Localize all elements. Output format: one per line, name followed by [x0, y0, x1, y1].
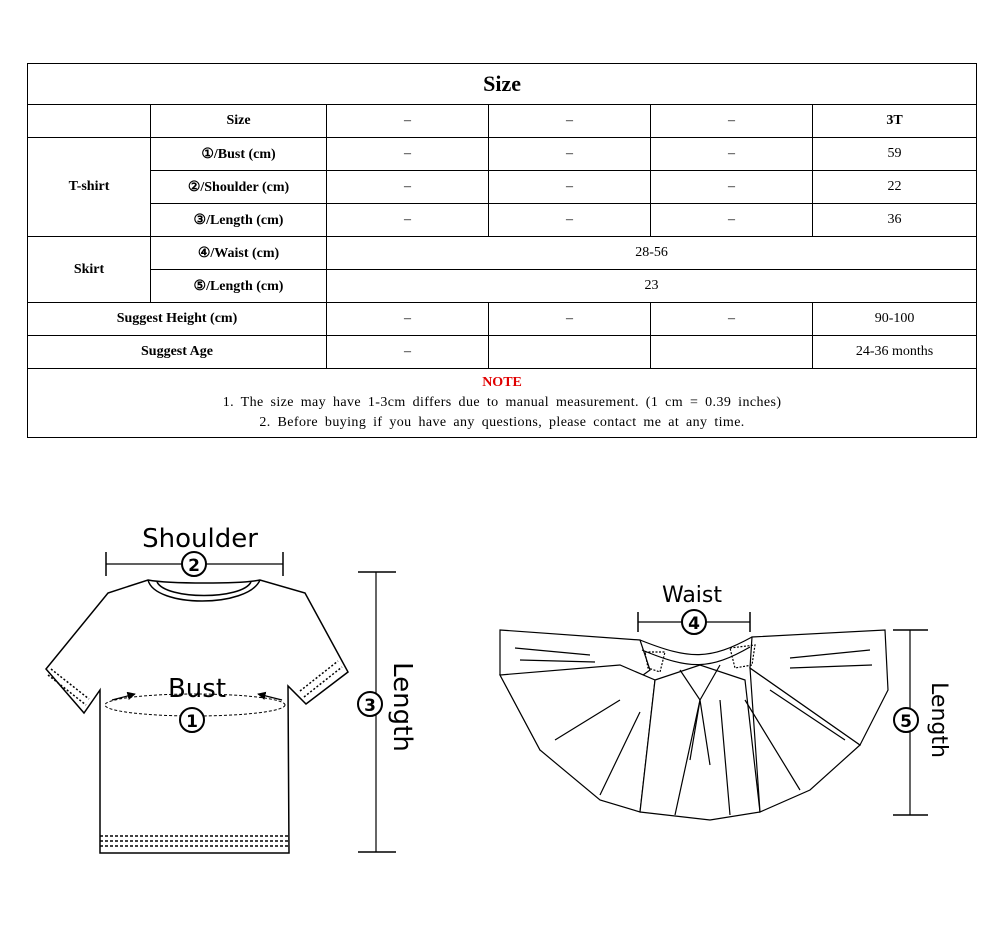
size-header: Size — [151, 105, 327, 138]
table-cell: 24-36 months — [813, 336, 977, 369]
size-column-3: – — [651, 105, 813, 138]
table-cell: 36 — [813, 204, 977, 237]
note-line-2: 2. Before buying if you have any questions, please contact me at any time. — [259, 415, 745, 430]
table-row — [28, 303, 977, 336]
waist-measure — [638, 583, 750, 634]
waist-label: Waist — [661, 583, 723, 608]
table-cell: – — [489, 138, 651, 171]
table-cell: – — [489, 171, 651, 204]
suggest-height-label: Suggest Height (cm) — [28, 303, 327, 336]
shoulder-label: Shoulder — [142, 524, 258, 554]
table-cell: 22 — [813, 171, 977, 204]
skirt-length-number: 5 — [900, 712, 912, 732]
table-cell: – — [327, 138, 489, 171]
tshirt-length-number: 3 — [364, 696, 376, 716]
table-cell: 59 — [813, 138, 977, 171]
skirt-group-label: Skirt — [28, 237, 151, 303]
size-column-1: – — [327, 105, 489, 138]
note-title: NOTE — [482, 375, 522, 390]
table-cell — [489, 336, 651, 369]
table-row — [28, 237, 977, 270]
waist-value: 28-56 — [327, 237, 977, 270]
table-row — [28, 270, 977, 303]
skirt-length-label: ⑤/Length (cm) — [151, 270, 327, 303]
table-cell: – — [489, 303, 651, 336]
corner-cell — [28, 105, 151, 138]
suggest-age-label: Suggest Age — [28, 336, 327, 369]
table-cell: – — [327, 303, 489, 336]
table-cell: – — [489, 204, 651, 237]
table-cell — [651, 336, 813, 369]
shoulder-measure — [106, 524, 283, 576]
size-column-3t: 3T — [813, 105, 977, 138]
note-line-1: 1. The size may have 1-3cm differs due to manual measurement. (1 cm = 0.39 inches) — [222, 395, 782, 410]
bust-label: ①/Bust (cm) — [151, 138, 327, 171]
table-cell: – — [327, 171, 489, 204]
table-row — [28, 138, 977, 171]
table-cell: 90-100 — [813, 303, 977, 336]
skirt-length-measure — [893, 630, 951, 815]
shoulder-number: 2 — [188, 556, 200, 576]
skirt-illustration — [500, 630, 888, 820]
measurement-diagram — [0, 500, 1000, 950]
table-cell: – — [651, 171, 813, 204]
shoulder-label: ②/Shoulder (cm) — [151, 171, 327, 204]
tshirt-group-label: T-shirt — [28, 138, 151, 237]
table-cell: – — [327, 204, 489, 237]
table-cell: – — [651, 138, 813, 171]
size-column-2: – — [489, 105, 651, 138]
skirt-length-value: 23 — [327, 270, 977, 303]
waist-number: 4 — [688, 614, 700, 634]
note-cell — [28, 369, 977, 438]
table-row — [28, 171, 977, 204]
table-title: Size — [28, 64, 977, 105]
table-cell: – — [327, 336, 489, 369]
bust-label: Bust — [167, 674, 227, 704]
table-cell: – — [651, 204, 813, 237]
table-row — [28, 336, 977, 369]
bust-number: 1 — [186, 712, 198, 732]
tshirt-length-label: Length — [387, 662, 417, 752]
waist-label: ④/Waist (cm) — [151, 237, 327, 270]
size-table — [27, 63, 977, 438]
table-row — [28, 204, 977, 237]
table-header-row — [28, 105, 977, 138]
tshirt-length-measure — [358, 572, 417, 852]
tshirt-length-label: ③/Length (cm) — [151, 204, 327, 237]
table-cell: – — [651, 303, 813, 336]
skirt-length-label: Length — [926, 682, 951, 758]
